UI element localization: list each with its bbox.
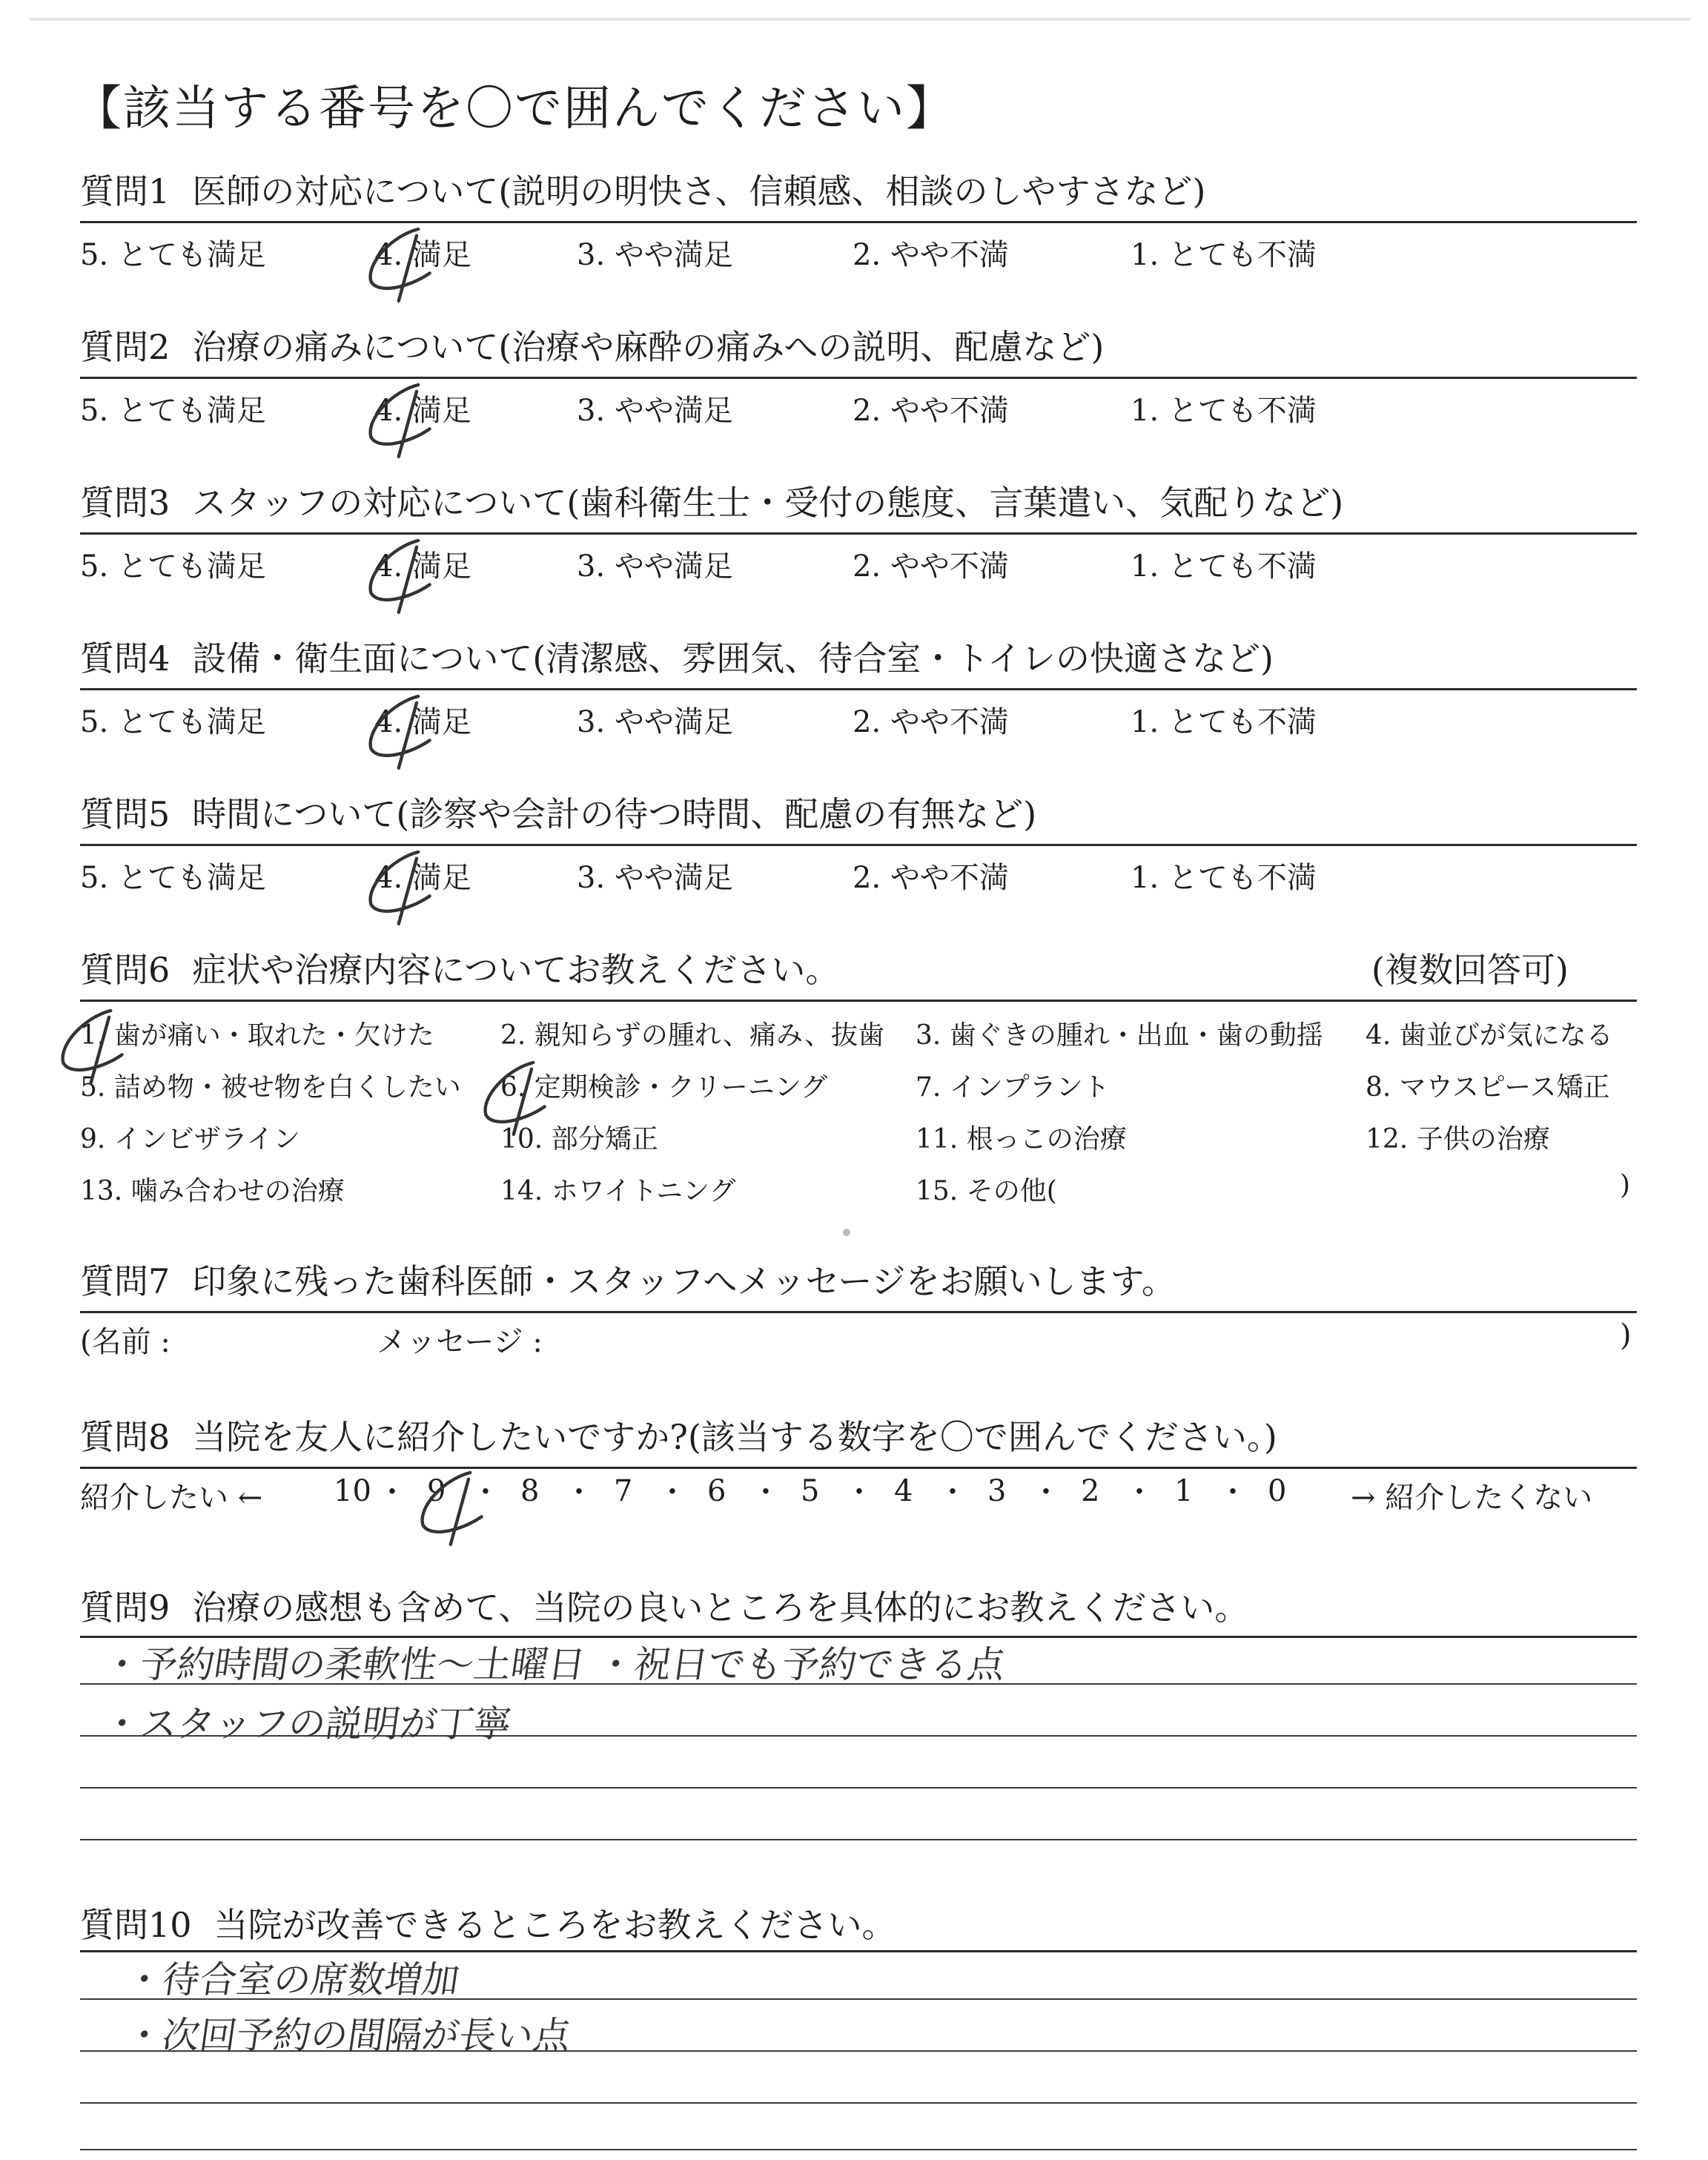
scale-left-label: 紹介したい ← xyxy=(80,1481,263,1515)
q6-option-9[interactable]: 9. インビザライン xyxy=(80,1124,300,1155)
message-label: メッセージ : xyxy=(377,1325,543,1359)
q6-option-14[interactable]: 14. ホワイトニング xyxy=(500,1176,736,1206)
question-7-rule xyxy=(80,1311,1637,1313)
q6-option-10[interactable]: 10. 部分矯正 xyxy=(500,1124,658,1155)
question-9-heading: 質問9 治療の感想も含めて、当院の良いところを具体的にお教えください。 xyxy=(80,1588,1249,1628)
q2-option-2[interactable]: 2. やや不満 xyxy=(853,394,1009,428)
question-1-rule xyxy=(80,221,1637,223)
q6-option-4[interactable]: 4. 歯並びが気になる xyxy=(1366,1020,1613,1051)
selection-mark xyxy=(360,844,441,925)
scale-separator: · xyxy=(1134,1474,1145,1509)
selection-mark xyxy=(360,532,441,614)
scan-dot xyxy=(843,1229,850,1236)
scale-value-9[interactable]: 9 xyxy=(427,1474,446,1508)
q2-option-4[interactable]: 4. 満足 xyxy=(374,394,471,428)
question-7-heading: 質問7 印象に残った歯科医師・スタッフへメッセージをお願いします。 xyxy=(80,1261,1176,1301)
q6-option-15[interactable]: 15. その他( xyxy=(916,1176,1057,1206)
selection-mark xyxy=(360,688,441,770)
question-5-heading: 質問5 時間について(診察や会計の待つ時間、配慮の有無など) xyxy=(80,794,1037,834)
q4-option-5[interactable]: 5. とても満足 xyxy=(80,705,266,739)
q3-option-4[interactable]: 4. 満足 xyxy=(374,549,471,584)
question-3-heading: 質問3 スタッフの対応について(歯科衛生士・受付の態度、言葉遣い、気配りなど) xyxy=(80,483,1344,523)
scale-separator: · xyxy=(854,1474,864,1509)
q6-option-5[interactable]: 5. 詰め物・被せ物を白くしたい xyxy=(80,1072,461,1103)
message-close-paren: ) xyxy=(1620,1318,1632,1353)
scale-value-7[interactable]: 7 xyxy=(614,1474,633,1508)
q5-option-4[interactable]: 4. 満足 xyxy=(374,861,471,895)
q10-answer-line-2: ・次回予約の間隔が長い点 xyxy=(122,2014,574,2057)
name-label: (名前 : xyxy=(80,1325,171,1359)
selection-mark xyxy=(52,1003,133,1084)
scale-separator: · xyxy=(761,1474,771,1509)
q6-option-13[interactable]: 13. 噛み合わせの治療 xyxy=(80,1176,345,1206)
multiple-answer-note: (複数回答可) xyxy=(1371,950,1569,990)
question-10-heading: 質問10 当院が改善できるところをお教えください。 xyxy=(80,1905,896,1945)
q1-option-2[interactable]: 2. やや不満 xyxy=(853,238,1009,272)
scale-value-5[interactable]: 5 xyxy=(801,1474,820,1508)
q6-option-2[interactable]: 2. 親知らずの腫れ、痛み、抜歯 xyxy=(500,1020,885,1051)
q5-option-5[interactable]: 5. とても満足 xyxy=(80,861,266,895)
q6-option-11[interactable]: 11. 根っこの治療 xyxy=(916,1124,1127,1155)
q2-option-5[interactable]: 5. とても満足 xyxy=(80,394,266,428)
question-4-rule xyxy=(80,688,1637,690)
q4-option-3[interactable]: 3. やや満足 xyxy=(577,705,733,739)
q10-answer-line-1: ・待合室の席数増加 xyxy=(122,1958,463,2001)
q6-option-8[interactable]: 8. マウスピース矯正 xyxy=(1366,1072,1610,1103)
scale-separator: · xyxy=(667,1474,678,1509)
q3-option-3[interactable]: 3. やや満足 xyxy=(577,549,733,584)
q6-option-12[interactable]: 12. 子供の治療 xyxy=(1366,1124,1550,1155)
q2-option-1[interactable]: 1. とても不満 xyxy=(1131,394,1317,428)
selection-mark xyxy=(474,1054,556,1136)
q1-option-5[interactable]: 5. とても満足 xyxy=(80,238,266,272)
top-border xyxy=(30,18,1690,21)
scale-separator: · xyxy=(1228,1474,1238,1509)
question-2-rule xyxy=(80,377,1637,379)
question-5-rule xyxy=(80,844,1637,846)
scale-separator: · xyxy=(947,1474,958,1509)
scale-value-0[interactable]: 0 xyxy=(1268,1474,1287,1508)
q5-option-3[interactable]: 3. やや満足 xyxy=(577,861,733,895)
selection-mark xyxy=(411,1464,493,1546)
question-6-rule xyxy=(80,1000,1637,1002)
q4-option-1[interactable]: 1. とても不満 xyxy=(1131,705,1317,739)
selection-mark xyxy=(360,377,441,458)
q1-option-4[interactable]: 4. 満足 xyxy=(374,238,471,272)
write-line xyxy=(80,2102,1637,2104)
q2-option-3[interactable]: 3. やや満足 xyxy=(577,394,733,428)
write-line xyxy=(80,2149,1637,2150)
q9-answer-line-2: ・スタッフの説明が丁寧 xyxy=(100,1702,514,1745)
scale-separator: · xyxy=(574,1474,584,1509)
scale-separator: · xyxy=(480,1474,491,1509)
scale-value-6[interactable]: 6 xyxy=(707,1474,726,1508)
selection-mark xyxy=(360,221,441,303)
q1-option-3[interactable]: 3. やや満足 xyxy=(577,238,733,272)
q6-other-close-paren: ) xyxy=(1620,1170,1631,1200)
question-3-rule xyxy=(80,532,1637,535)
question-2-heading: 質問2 治療の痛みについて(治療や麻酔の痛みへの説明、配慮など) xyxy=(80,327,1105,367)
q9-answer-line-1: ・予約時間の柔軟性〜土曜日 ・祝日でも予約できる点 xyxy=(100,1643,1008,1686)
q4-option-2[interactable]: 2. やや不満 xyxy=(853,705,1009,739)
scale-separator: · xyxy=(387,1474,397,1509)
q6-option-1[interactable]: 1. 歯が痛い・取れた・欠けた xyxy=(80,1020,434,1051)
q6-option-7[interactable]: 7. インプラント xyxy=(916,1072,1110,1103)
q5-option-2[interactable]: 2. やや不満 xyxy=(853,861,1009,895)
q1-option-1[interactable]: 1. とても不満 xyxy=(1131,238,1317,272)
scale-value-4[interactable]: 4 xyxy=(894,1474,913,1508)
q3-option-2[interactable]: 2. やや不満 xyxy=(853,549,1009,584)
q6-option-6[interactable]: 6. 定期検診・クリーニング xyxy=(500,1072,828,1103)
scale-value-10[interactable]: 10 xyxy=(334,1474,371,1508)
q3-option-5[interactable]: 5. とても満足 xyxy=(80,549,266,584)
write-line xyxy=(80,1787,1637,1789)
q4-option-4[interactable]: 4. 満足 xyxy=(374,705,471,739)
q5-option-1[interactable]: 1. とても不満 xyxy=(1131,861,1317,895)
question-4-heading: 質問4 設備・衛生面について(清潔感、雰囲気、待合室・トイレの快適さなど) xyxy=(80,638,1274,678)
scale-right-label: → 紹介したくない xyxy=(1351,1481,1593,1515)
scale-value-2[interactable]: 2 xyxy=(1081,1474,1100,1508)
page-title: 【該当する番号を〇で囲んでください】 xyxy=(74,82,955,136)
question-8-rule xyxy=(80,1467,1637,1469)
scale-value-1[interactable]: 1 xyxy=(1174,1474,1194,1508)
scale-separator: · xyxy=(1041,1474,1051,1509)
q3-option-1[interactable]: 1. とても不満 xyxy=(1131,549,1317,584)
write-line xyxy=(80,1839,1637,1840)
question-8-heading: 質問8 当院を友人に紹介したいですか?(該当する数字を〇で囲んでください。) xyxy=(80,1417,1277,1457)
question-6-heading: 質問6 症状や治療内容についてお教えください。 xyxy=(80,950,840,990)
q6-option-3[interactable]: 3. 歯ぐきの腫れ・出血・歯の動揺 xyxy=(916,1020,1323,1051)
question-1-heading: 質問1 医師の対応について(説明の明快さ、信頼感、相談のしやすさなど) xyxy=(80,171,1206,211)
scale-value-3[interactable]: 3 xyxy=(987,1474,1007,1508)
scale-value-8[interactable]: 8 xyxy=(520,1474,540,1508)
